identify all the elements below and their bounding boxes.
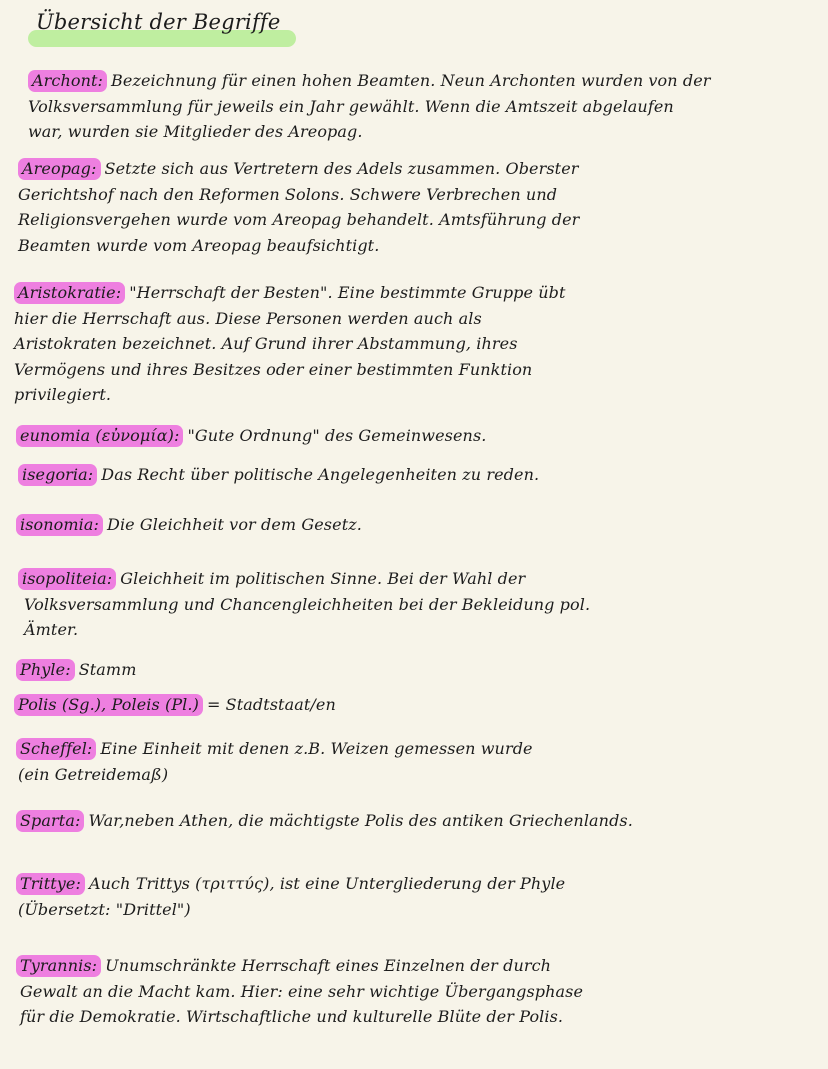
entry-line: war, wurden sie Mitglieder des Areopag. bbox=[28, 122, 363, 141]
glossary-entry-isopoliteia bbox=[18, 566, 590, 643]
entry-line: hier die Herrschaft aus. Diese Personen werden auch als bbox=[14, 308, 482, 328]
entry-line bbox=[16, 423, 486, 449]
term-label: Scheffel: bbox=[16, 738, 96, 760]
definition-text: Unumschränkte Herrschaft eines Einzelnen der durch bbox=[105, 956, 552, 975]
entry-line: Gerichtshof nach den Reformen Solons. Schwere Verbrechen und bbox=[18, 184, 558, 204]
definition-text: Setzte sich aus Vertretern des Adels zusammen. Oberster bbox=[104, 159, 579, 178]
term-label: isegoria: bbox=[18, 464, 97, 486]
entry-line bbox=[18, 462, 539, 488]
glossary-entry-scheffel bbox=[16, 736, 533, 787]
entry-line bbox=[14, 692, 336, 718]
entry-line bbox=[18, 566, 590, 592]
definition-text: Gleichheit im politischen Sinne. Bei der Wahl der bbox=[120, 569, 526, 588]
glossary-entry-archont bbox=[28, 68, 711, 145]
entry-line: Vermögens und ihres Besitzes oder einer bestimmten Funktion bbox=[14, 359, 533, 379]
definition-text: = Stadtstaat/en bbox=[206, 695, 336, 714]
term-label: Trittye: bbox=[16, 873, 85, 895]
term-label: eunomia (εὐνομία): bbox=[16, 425, 183, 447]
entry-line: Ämter. bbox=[24, 620, 79, 639]
term-label: Aristokratie: bbox=[14, 282, 125, 304]
entry-line: Beamten wurde vom Areopag beaufsichtigt. bbox=[18, 235, 380, 255]
entry-line: für die Demokratie. Wirtschaftliche und kulturelle Blüte der Polis. bbox=[20, 1007, 564, 1026]
definition-text: "Gute Ordnung" des Gemeinwesens. bbox=[187, 426, 487, 445]
term-label: Archont: bbox=[28, 70, 107, 92]
entry-line bbox=[16, 953, 583, 979]
entry-line bbox=[16, 657, 136, 683]
entry-line: Aristokraten bezeichnet. Auf Grund ihrer Abstammung, ihres bbox=[14, 334, 518, 353]
entry-line bbox=[16, 808, 633, 834]
glossary-entry-aristokratie bbox=[14, 280, 566, 408]
definition-text: Auch Trittys (τριττύς), ist eine Untergliederung der Phyle bbox=[89, 874, 566, 893]
term-label: Areopag: bbox=[18, 158, 101, 180]
glossary-entry-sparta bbox=[16, 808, 633, 834]
entry-line bbox=[14, 280, 566, 306]
entry-line: Religionsvergehen wurde vom Areopag behandelt. Amtsführung der bbox=[18, 210, 580, 229]
term-label: isonomia: bbox=[16, 514, 103, 536]
entry-line: Gewalt an die Macht kam. Hier: eine sehr wichtige Übergangsphase bbox=[20, 981, 584, 1001]
glossary-entry-eunomia bbox=[16, 423, 486, 449]
entry-line: (Übersetzt: "Drittel") bbox=[18, 899, 191, 919]
definition-text: Bezeichnung für einen hohen Beamten. Neun Archonten wurden von der bbox=[111, 71, 711, 90]
term-label: Phyle: bbox=[16, 659, 75, 681]
glossary-entry-isonomia bbox=[16, 512, 362, 538]
definition-text: Die Gleichheit vor dem Gesetz. bbox=[107, 515, 362, 534]
entry-line bbox=[16, 871, 565, 897]
definition-text: "Herrschaft der Besten". Eine bestimmte Gruppe übt bbox=[129, 283, 566, 302]
definition-text: War,neben Athen, die mächtigste Polis des antiken Griechenlands. bbox=[88, 811, 633, 830]
definition-text: Stamm bbox=[78, 660, 137, 679]
glossary-entry-polis bbox=[14, 692, 336, 718]
term-label: Sparta: bbox=[16, 810, 84, 832]
entry-line bbox=[28, 68, 711, 94]
entry-line: privilegiert. bbox=[14, 385, 112, 404]
entry-line bbox=[18, 156, 579, 182]
definition-text: Eine Einheit mit denen z.B. Weizen gemessen wurde bbox=[100, 739, 533, 758]
glossary-entry-isegoria bbox=[18, 462, 539, 488]
glossary-entry-tyrannis bbox=[16, 953, 583, 1030]
entry-line: Volksversammlung und Chancengleichheiten bei der Bekleidung pol. bbox=[24, 594, 591, 614]
term-label: Polis (Sg.), Poleis (Pl.) bbox=[14, 694, 203, 716]
entry-line bbox=[16, 512, 362, 538]
page-title: Übersicht der Begriffe bbox=[36, 10, 281, 34]
entry-line bbox=[16, 736, 533, 762]
term-label: isopoliteia: bbox=[18, 568, 116, 590]
glossary-entry-areopag bbox=[18, 156, 579, 258]
entry-line: (ein Getreidemaß) bbox=[18, 764, 169, 784]
page-title-block bbox=[28, 8, 296, 50]
term-label: Tyrannis: bbox=[16, 955, 101, 977]
entry-line: Volksversammlung für jeweils ein Jahr gewählt. Wenn die Amtszeit abgelaufen bbox=[28, 96, 674, 116]
definition-text: Das Recht über politische Angelegenheiten zu reden. bbox=[101, 465, 540, 484]
glossary-entry-phyle bbox=[16, 657, 136, 683]
glossary-entry-trittye bbox=[16, 871, 565, 922]
